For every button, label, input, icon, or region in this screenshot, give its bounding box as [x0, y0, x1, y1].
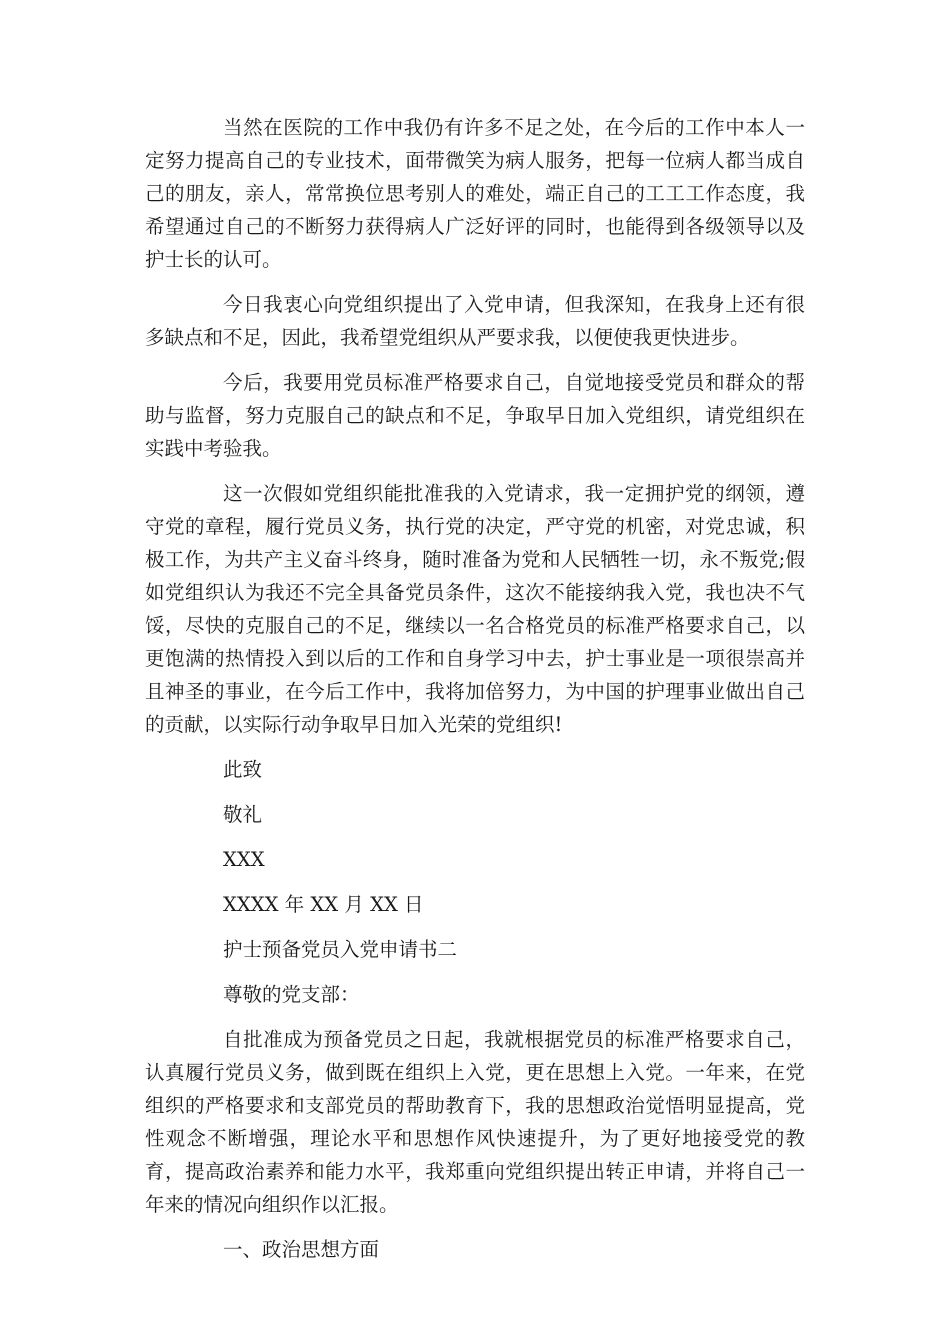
body-paragraph-2: 今日我衷心向党组织提出了入党申请，但我深知，在我身上还有很多缺点和不足，因此，我希望党组织从严要求我，以便使我更快进步。	[145, 293, 805, 349]
body-paragraph-3: 今后，我要用党员标准严格要求自己，自觉地接受党员和群众的帮助与监督，努力克服自己的缺点和不足，争取早日加入党组织，请党组织在实践中考验我。	[145, 371, 805, 460]
second-letter-title: 护士预备党员入党申请书二	[223, 938, 458, 961]
second-letter-body: 自批准成为预备党员之日起，我就根据党员的标准严格要求自己，认真履行党员义务，做到既在组织上入党，更在思想上入党。一年来，在党组织的严格要求和支部党员的帮助教育下，我的思想政治觉悟明显提高，党性观念不断增强，理论水平和思想作风快速提升，为了更好地接受党的教育，提高政治素养和能力水平，我郑重向党组织提出转正申请，并将自己一年来的情况向组织作以汇报。	[145, 1028, 805, 1216]
second-letter-greeting: 尊敬的党支部：	[223, 983, 360, 1006]
body-paragraph-1: 当然在医院的工作中我仍有许多不足之处，在今后的工作中本人一定努力提高自己的专业技术，面带微笑为病人服务，把每一位病人都当成自己的朋友，亲人，常常换位思考别人的难处，端正自己的工工工作态度，我希望通过自己的不断努力获得病人广泛好评的同时，也能得到各级领导以及护士长的认可。	[145, 116, 805, 271]
document-body	[145, 111, 805, 1278]
closing-salutation-1: 此致	[223, 758, 263, 781]
signature: XXX	[223, 848, 265, 871]
body-paragraph-4: 这一次假如党组织能批准我的入党请求，我一定拥护党的纲领，遵守党的章程，履行党员义务，执行党的决定，严守党的机密，对党忠诚，积极工作，为共产主义奋斗终身，随时准备为党和人民牺牲一切，永不叛党;假如党组织认为我还不完全具备党员条件，这次不能接纳我入党，我也决不气馁，尽快的克服自己的不足，继续以一名合格党员的标准严格要求自己，以更饱满的热情投入到以后的工作和自身学习中去，护士事业是一项很崇高并且神圣的事业，在今后工作中，我将加倍努力，为中国的护理事业做出自己的贡献，以实际行动争取早日加入光荣的党组织!	[145, 482, 805, 736]
date-line: XXXX 年 XX 月 XX 日	[223, 893, 424, 916]
section-heading: 一、政治思想方面	[223, 1238, 380, 1261]
closing-salutation-2: 敬礼	[223, 803, 263, 826]
